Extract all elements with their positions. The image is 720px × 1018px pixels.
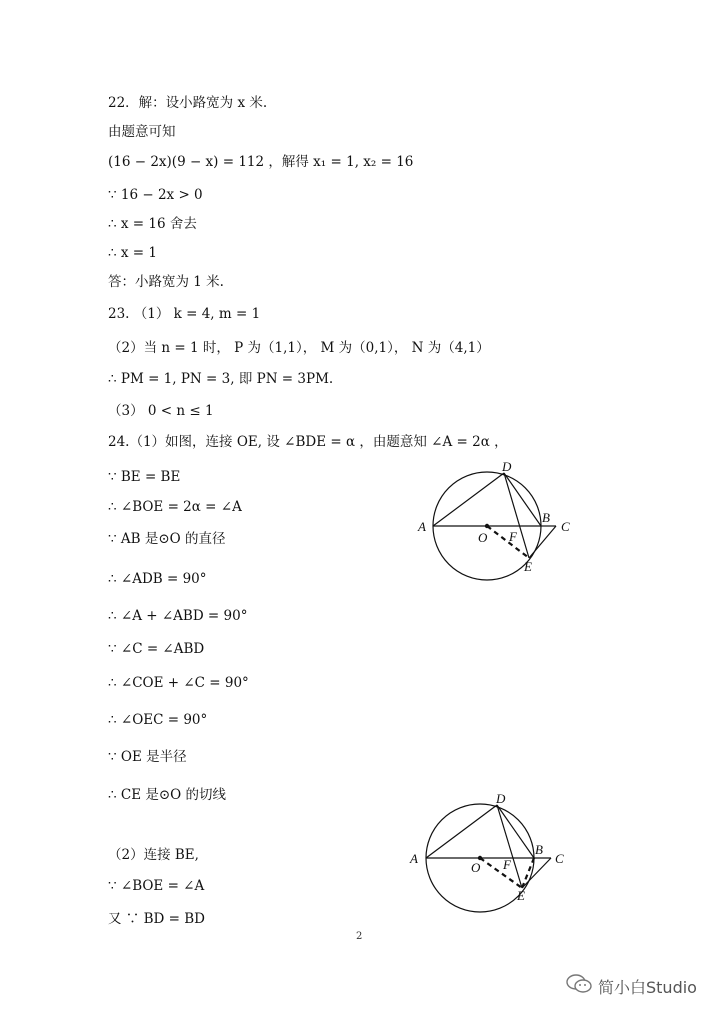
label-f: F xyxy=(503,857,511,872)
text-line-4: ∵ 16 − 2x > 0 xyxy=(108,187,203,203)
page-number: 2 xyxy=(356,931,363,942)
label-b: B xyxy=(542,510,550,525)
label-o: O xyxy=(471,860,481,875)
text-line-11: （3） 0 < n ≤ 1 xyxy=(108,403,214,419)
text-line-23: （2）连接 BE, xyxy=(108,847,199,863)
text-line-13: ∵ BE = BE xyxy=(108,469,181,485)
label-c: C xyxy=(555,851,564,866)
label-e: E xyxy=(517,888,525,903)
watermark xyxy=(566,975,697,997)
tangent-ce xyxy=(522,858,551,888)
text-line-5: ∴ x = 16 舍去 xyxy=(108,216,197,232)
text-line-22: ∴ CE 是⊙O 的切线 xyxy=(108,787,227,803)
chord-ad xyxy=(433,473,504,526)
text-line-10: ∴ PM = 1, PN = 3, 即 PN = 3PM. xyxy=(108,371,334,387)
text-line-12: 24.（1）如图，连接 OE, 设 ∠BDE = α ，由题意知 ∠A = 2α ， xyxy=(108,434,508,450)
text-line-15: ∵ AB 是⊙O 的直径 xyxy=(108,531,226,547)
chord-de xyxy=(497,805,522,888)
text-line-7: 答：小路宽为 1 米. xyxy=(108,274,224,290)
label-a: A xyxy=(418,519,426,534)
text-line-25: 又 ∵ BD = BD xyxy=(108,911,205,927)
text-line-16: ∴ ∠ADB = 90° xyxy=(108,571,207,587)
geometry-figure-1 xyxy=(412,458,582,592)
label-f: F xyxy=(509,529,517,544)
watermark-text: 简小白Studio xyxy=(598,977,697,997)
text-line-8: 23. （1） k = 4, m = 1 xyxy=(108,306,261,322)
text-line-3: (16 − 2x)(9 − x) = 112 ，解得 x₁ = 1, x₂ = 16 xyxy=(108,154,414,170)
text-line-9: （2）当 n = 1 时， P 为（1,1）， M 为（0,1）， N 为（4,1） xyxy=(108,340,490,356)
label-e: E xyxy=(524,559,532,574)
geometry-figure-2 xyxy=(404,792,574,926)
label-b: B xyxy=(535,842,543,857)
segment-oe-dashed xyxy=(487,526,529,558)
chord-de xyxy=(504,473,529,558)
chord-ad xyxy=(426,805,497,858)
wechat-icon xyxy=(566,974,592,998)
text-line-18: ∵ ∠C = ∠ABD xyxy=(108,641,205,657)
tangent-ce xyxy=(529,526,556,558)
label-a: A xyxy=(410,851,418,866)
label-c: C xyxy=(561,519,570,534)
chord-db xyxy=(504,473,541,526)
text-line-2: 由题意可知 xyxy=(108,124,176,140)
text-line-20: ∴ ∠OEC = 90° xyxy=(108,712,208,728)
label-d: D xyxy=(496,792,506,806)
text-line-19: ∴ ∠COE + ∠C = 90° xyxy=(108,675,249,691)
label-o: O xyxy=(478,530,488,545)
label-d: D xyxy=(502,459,512,474)
text-line-21: ∵ OE 是半径 xyxy=(108,749,187,765)
text-line-14: ∴ ∠BOE = 2α = ∠A xyxy=(108,499,242,515)
text-line-17: ∴ ∠A + ∠ABD = 90° xyxy=(108,608,248,624)
chord-db xyxy=(497,805,534,858)
text-line-24: ∵ ∠BOE = ∠A xyxy=(108,878,205,894)
text-line-6: ∴ x = 1 xyxy=(108,245,157,261)
text-line-1: 22．解：设小路宽为 x 米. xyxy=(108,95,268,111)
segment-oe-dashed xyxy=(480,858,522,888)
center-point xyxy=(485,524,489,528)
